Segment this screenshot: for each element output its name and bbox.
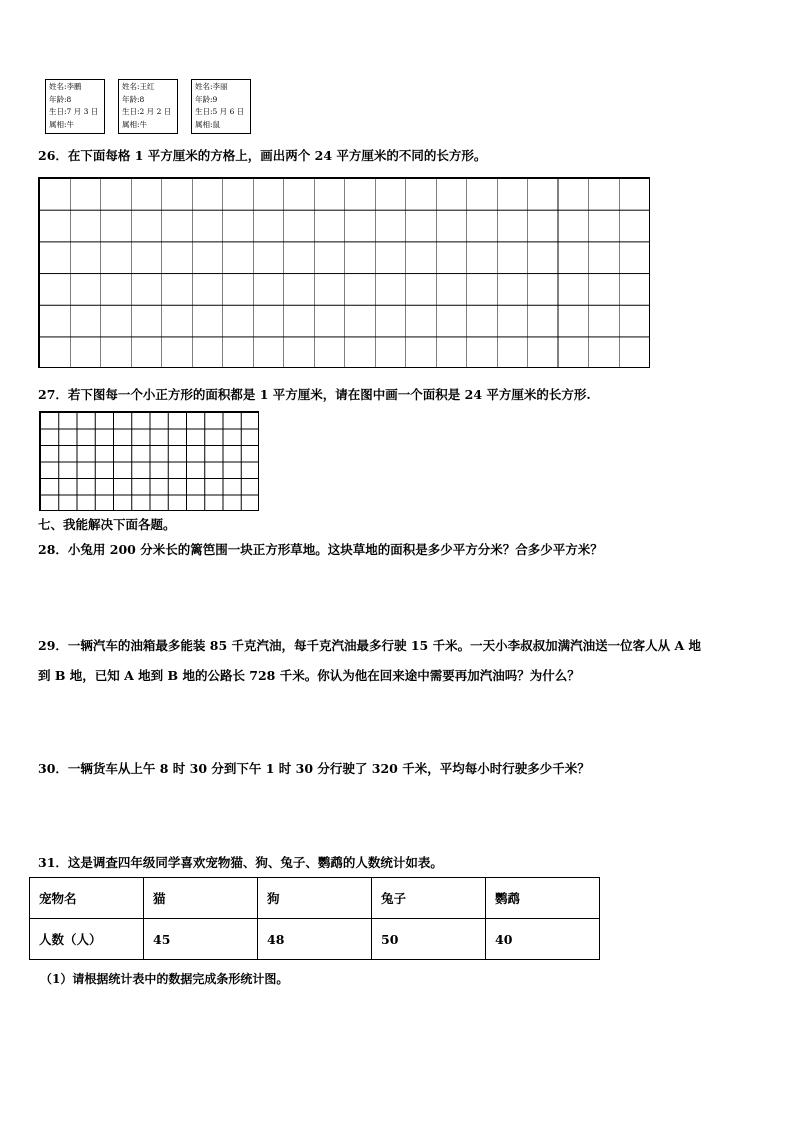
table-cell: 45 — [144, 919, 258, 960]
section-heading-7: 七、我能解决下面各题。 — [38, 517, 176, 532]
question-29-line-2: 到 B 地，已知 A 地到 B 地的公路长 728 千米。你认为他在回来途中需要再加汽油吗？为什么？ — [38, 668, 580, 683]
table-header-cell: 猫 — [144, 878, 258, 919]
card-zodiac: 属相:鼠 — [195, 119, 221, 129]
table-cell: 48 — [258, 919, 372, 960]
table-row — [30, 878, 600, 919]
table-header-cell: 狗 — [258, 878, 372, 919]
table-header-cell: 鹦鹉 — [486, 878, 600, 919]
table-header-cell: 宠物名 — [30, 878, 144, 919]
question-28: 28．小兔用 200 分米长的篱笆围一块正方形草地。这块草地的面积是多少平方分米？合多少平方米？ — [38, 542, 603, 557]
square-grid-q26[interactable] — [38, 177, 650, 368]
table-cell: 人数（人） — [30, 919, 144, 960]
question-29-line-1: 29．一辆汽车的油箱最多能装 85 千克汽油，每千克汽油最多行驶 15 千米。一天小李叔叔加满汽油送一位客人从 A 地 — [38, 638, 701, 653]
question-31-sub-1: （1）请根据统计表中的数据完成条形统计图。 — [40, 972, 289, 986]
card-zodiac: 属相:牛 — [49, 119, 75, 129]
card-birthday: 生日:2 月 2 日 — [122, 107, 172, 117]
table-cell: 40 — [486, 919, 600, 960]
question-26: 26．在下面每格 1 平方厘米的方格上，画出两个 24 平方厘米的不同的长方形。 — [38, 148, 487, 163]
info-card-3 — [191, 79, 251, 134]
pet-statistics-table — [29, 877, 600, 960]
table-cell: 50 — [372, 919, 486, 960]
card-name: 姓名:李丽 — [195, 82, 228, 91]
card-name: 姓名:王红 — [122, 82, 155, 91]
card-birthday: 生日:7 月 3 日 — [49, 107, 99, 117]
info-card-2 — [118, 79, 178, 134]
table-row — [30, 919, 600, 960]
card-name: 姓名:李鹏 — [49, 82, 82, 91]
card-age: 年龄:8 — [49, 94, 72, 104]
question-27: 27．若下图每一个小正方形的面积都是 1 平方厘米，请在图中画一个面积是 24 平方厘米的长方形. — [38, 387, 591, 402]
card-age: 年龄:8 — [122, 94, 145, 104]
info-card-1 — [45, 79, 105, 134]
question-31: 31．这是调查四年级同学喜欢宠物猫、狗、兔子、鹦鹉的人数统计如表。 — [38, 855, 443, 870]
question-30: 30．一辆货车从上午 8 时 30 分到下午 1 时 30 分行驶了 320 千米，平均每小时行驶多少千米？ — [38, 761, 590, 776]
card-age: 年龄:9 — [195, 94, 218, 104]
card-zodiac: 属相:牛 — [122, 119, 148, 129]
square-grid-q27[interactable] — [39, 411, 259, 511]
table-header-cell: 兔子 — [372, 878, 486, 919]
card-birthday: 生日:5 月 6 日 — [195, 107, 245, 117]
